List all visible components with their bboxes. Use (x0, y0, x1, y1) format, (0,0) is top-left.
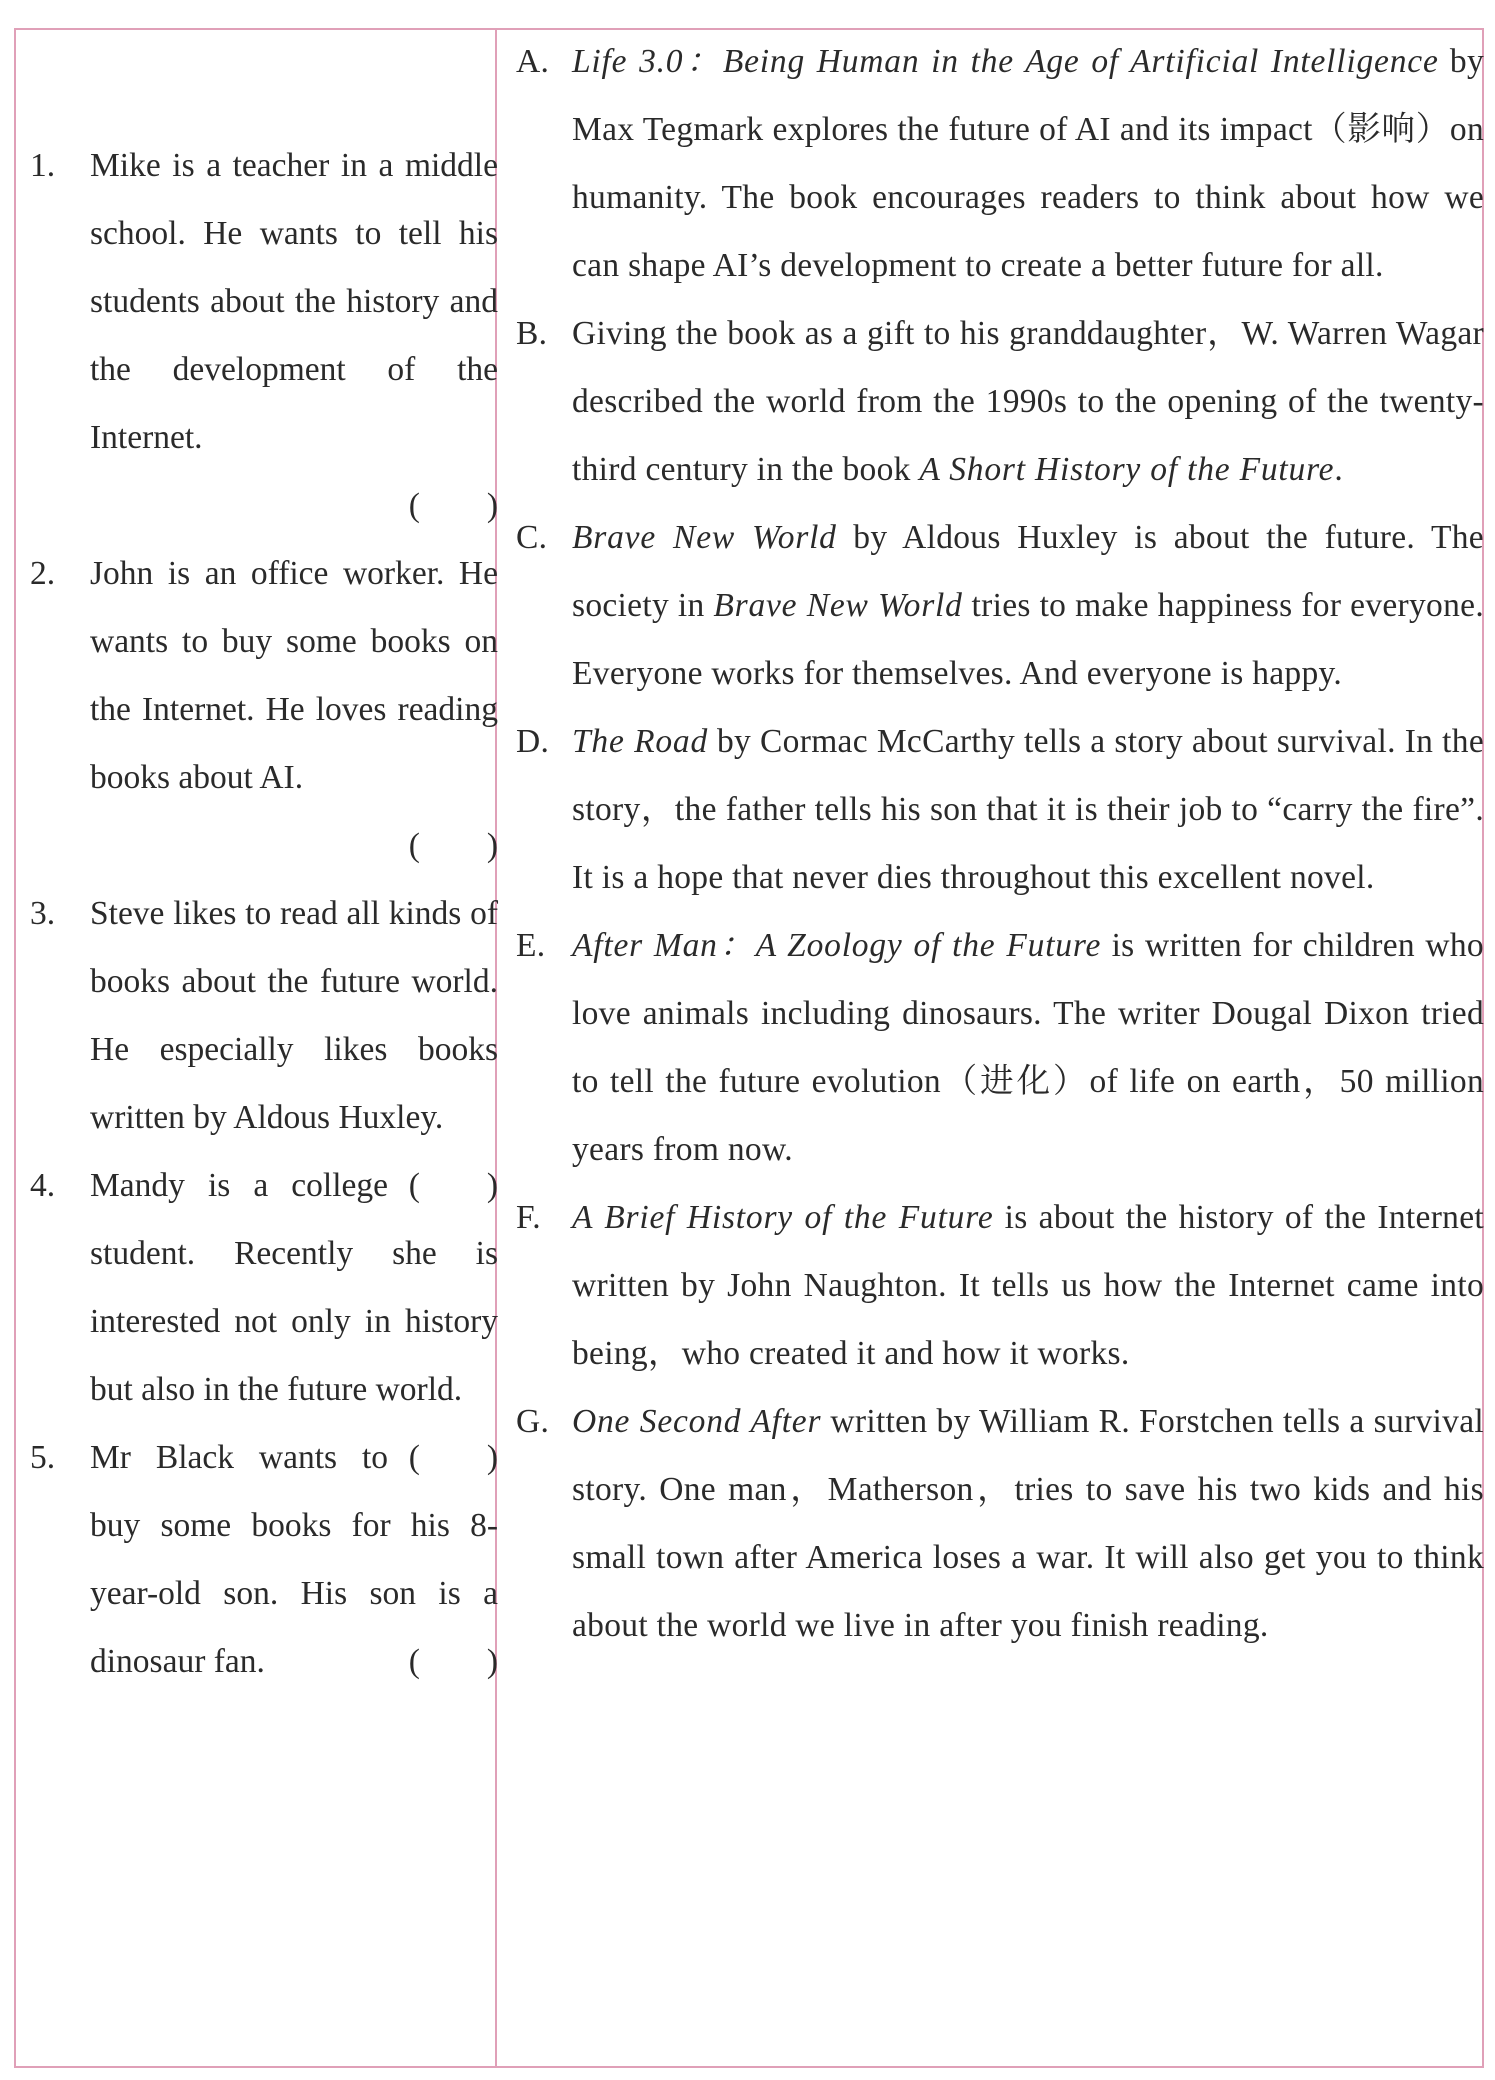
question-text (90, 880, 498, 1204)
question-number: 4. (30, 1167, 56, 1204)
option-text: is written for children who love animals including dinosaurs. The writer Dougal Dixon tried to tell the future evolution（进化）of life on earth，50 million years from now. (572, 927, 1484, 1168)
option-text: written by William R. Forstchen tells a survival story. One man，Matherson，tries to save his two kids and his small town after America loses a war. It will also get you to think about the world we live in after you finish reading. (572, 1403, 1484, 1644)
question-number: 5. (30, 1439, 56, 1476)
option-text-end: tries to make happiness for everyone. Everyone works for themselves. And everyone is happy. (572, 587, 1484, 692)
option-item (516, 504, 1484, 708)
matching-exercise (14, 28, 1484, 2068)
option-item (516, 300, 1484, 504)
option-item (516, 28, 1484, 300)
book-title: The Road (572, 723, 709, 760)
option-text: by Cormac McCarthy tells a story about survival. In the story，the father tells his son that it is their job to “carry the fire”. It is a hope that never dies throughout this excellent novel. (572, 723, 1484, 896)
book-title: Brave New World (572, 519, 837, 556)
option-letter: C. (516, 519, 548, 556)
option-letter: E. (516, 927, 546, 964)
option-text: is about the history of the Internet written by John Naughton. It tells us how the Internet came into being，who created it and how it works. (572, 1199, 1484, 1372)
option-text: Giving the book as a gift to his granddaughter，W. Warren Wagar described the world from the 1990s to the opening of the twenty-third century in the book (572, 315, 1484, 488)
question-text: Mike is a teacher in a middle school. He wants to tell his students about the history and the development of the Internet. (90, 147, 498, 456)
question-text-body: Mandy is a college student. Recently she is interested not only in history but also in the future world. (90, 1167, 498, 1408)
question-text: John is an office worker. He wants to buy some books on the Internet. He loves reading books about AI. (90, 555, 498, 796)
options-column (516, 30, 1484, 1660)
answer-blank[interactable]: ( ) (408, 1439, 498, 1476)
option-letter: F. (516, 1199, 541, 1236)
question-number: 1. (30, 147, 56, 184)
option-item (516, 708, 1484, 912)
book-title: A Short History of the Future (919, 451, 1335, 488)
question-text-body: Mr Black wants to buy some books for his 8-year-old son. His son is a dinosaur fan. (90, 1439, 498, 1680)
option-letter: A. (516, 43, 550, 80)
answer-blank[interactable]: ( ) (408, 487, 498, 524)
answer-blank[interactable]: ( ) (408, 1167, 498, 1204)
book-title: After Man：A Zoology of the Future (572, 927, 1102, 964)
question-number: 2. (30, 555, 56, 592)
question-text (90, 1424, 498, 1696)
option-text: by Aldous Huxley is about the future. The society in (572, 519, 1484, 624)
option-item (516, 1388, 1484, 1660)
question-item (30, 132, 498, 540)
question-text (90, 1152, 498, 1476)
question-text-body: Steve likes to read all kinds of books about the future world. He especially likes books written by Aldous Huxley. (90, 895, 498, 1136)
question-item (30, 880, 498, 1204)
book-title: One Second After (572, 1403, 822, 1440)
question-item (30, 1424, 498, 1696)
book-title: Life 3.0：Being Human in the Age of Artificial Intelligence (572, 43, 1439, 80)
answer-blank[interactable]: ( ) (408, 1643, 498, 1680)
answer-blank[interactable]: ( ) (408, 827, 498, 864)
book-title-repeat: Brave New World (713, 587, 963, 624)
questions-column (30, 30, 498, 1696)
option-text: by Max Tegmark explores the future of AI and its impact（影响）on humanity. The book encourages readers to think about how we can shape AI’s development to create a better future for all. (572, 43, 1484, 284)
option-letter: B. (516, 315, 548, 352)
question-item (30, 540, 498, 880)
option-letter: D. (516, 723, 550, 760)
question-item (30, 1152, 498, 1476)
option-item (516, 912, 1484, 1184)
option-item (516, 1184, 1484, 1388)
option-text-end: . (1334, 451, 1344, 488)
question-number: 3. (30, 895, 56, 932)
option-letter: G. (516, 1403, 550, 1440)
book-title: A Brief History of the Future (572, 1199, 994, 1236)
